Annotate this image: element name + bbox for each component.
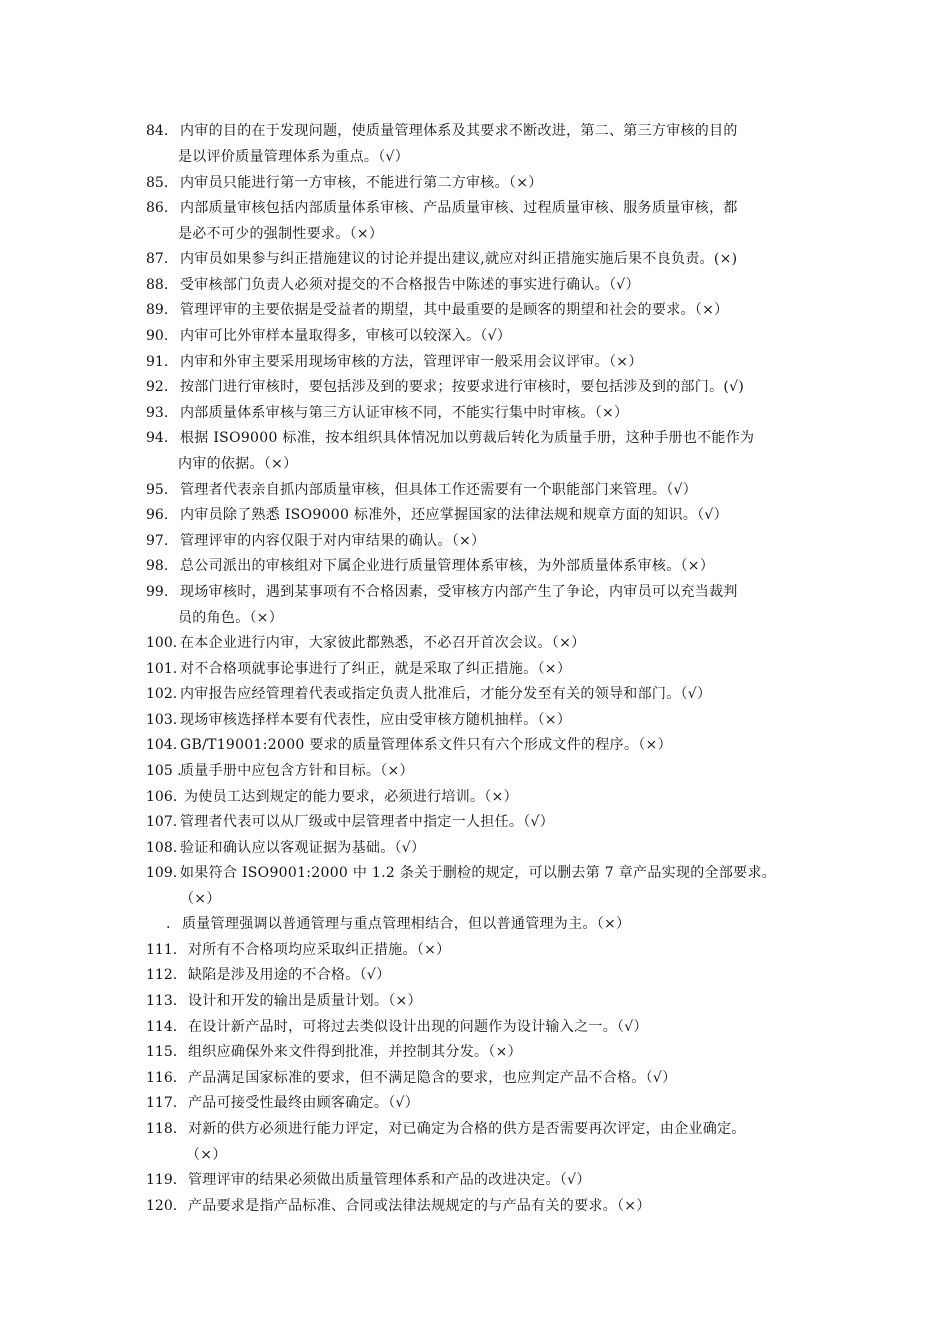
- item-text: 缺陷是涉及用途的不合格。（√）: [188, 967, 391, 983]
- item-number: 84.: [146, 123, 169, 139]
- item-number: 89.: [146, 302, 169, 318]
- item-number: 92.: [146, 379, 169, 395]
- item-text: 质量手册中应包含方针和目标。（×）: [180, 763, 414, 779]
- item-number: 109.: [146, 865, 178, 881]
- item-text: 现场审核时，遇到某事项有不合格因素，受审核方内部产生了争论，内审员可以充当裁判: [180, 584, 738, 600]
- item-number: 94.: [146, 430, 169, 446]
- item-text: 内审的目的在于发现问题，使质量管理体系及其要求不断改进，第二、第三方审核的目的: [180, 123, 738, 139]
- item-number: 108.: [146, 840, 178, 856]
- item-number: 93.: [146, 405, 169, 421]
- item-text-continuation: 内审的依据。（×）: [178, 456, 298, 472]
- item-text: 内审员只能进行第一方审核，不能进行第二方审核。（×）: [180, 175, 543, 191]
- item-number: 85.: [146, 175, 169, 191]
- item-number: 90.: [146, 328, 169, 344]
- item-text: 内审和外审主要采用现场审核的方法，管理评审一般采用会议评审。（×）: [180, 354, 643, 370]
- item-text: 验证和确认应以客观证据为基础。（√）: [180, 840, 426, 856]
- item-number: 107.: [146, 814, 178, 830]
- item-number: 115.: [146, 1044, 178, 1060]
- item-text: 为使员工达到规定的能力要求，必须进行培训。（×）: [184, 789, 518, 805]
- item-number: 100.: [146, 635, 178, 651]
- item-text: 管理评审的内容仅限于对内审结果的确认。（×）: [180, 533, 486, 549]
- item-text-continuation: 员的角色。（×）: [178, 610, 284, 626]
- item-number: 112.: [146, 967, 178, 983]
- item-text: 内审可比外审样本量取得多，审核可以较深入。（√）: [180, 328, 512, 344]
- item-text: 内部质量审核包括内部质量体系审核、产品质量审核、过程质量审核、服务质量审核，都: [180, 200, 738, 216]
- item-number: 113.: [146, 993, 178, 1009]
- item-number: 87.: [146, 251, 169, 267]
- item-text: 如果符合 ISO9001:2000 中 1.2 条关于删检的规定，可以删去第 7 章产品实现的全部要求。: [180, 865, 777, 881]
- item-text: 对不合格项就事论事进行了纠正，就是采取了纠正措施。（×）: [180, 661, 572, 677]
- item-text: 管理评审的主要依据是受益者的期望，其中最重要的是顾客的期望和社会的要求。（×）: [180, 302, 729, 318]
- item-number: 105 .: [146, 763, 182, 779]
- item-text: GB/T19001:2000 要求的质量管理体系文件只有六个形成文件的程序。（×）: [180, 737, 672, 753]
- item-number: 99.: [146, 584, 169, 600]
- item-text-continuation: （×）: [186, 1147, 227, 1163]
- item-number: 88.: [146, 277, 169, 293]
- item-text: 总公司派出的审核组对下属企业进行质量管理体系审核，为外部质量体系审核。（×）: [180, 558, 715, 574]
- item-text: 内部质量体系审核与第三方认证审核不同，不能实行集中时审核。（×）: [180, 405, 629, 421]
- item-text-continuation: 是必不可少的强制性要求。（×）: [178, 226, 384, 242]
- item-text: 受审核部门负责人必须对提交的不合格报告中陈述的事实进行确认。（√）: [180, 277, 640, 293]
- item-number: 97.: [146, 533, 169, 549]
- item-text: 内审报告应经管理着代表或指定负责人批准后，才能分发至有关的领导和部门。（√）: [180, 686, 712, 702]
- item-number: 111.: [146, 942, 178, 958]
- item-number: 114.: [146, 1019, 178, 1035]
- item-text: 对新的供方必须进行能力评定，对已确定为合格的供方是否需要再次评定，由企业确定。: [188, 1121, 746, 1137]
- item-number: 117.: [146, 1095, 178, 1111]
- item-number: 106.: [146, 789, 178, 805]
- item-text: 对所有不合格项均应采取纠正措施。（×）: [188, 942, 451, 958]
- item-text: 组织应确保外来文件得到批准，并控制其分发。（×）: [188, 1044, 522, 1060]
- item-text: 管理评审的结果必须做出质量管理体系和产品的改进决定。（√）: [188, 1172, 591, 1188]
- item-text: 现场审核选择样本要有代表性，应由受审核方随机抽样。（×）: [180, 712, 572, 728]
- item-number: 102.: [146, 686, 178, 702]
- item-text: 产品满足国家标准的要求，但不满足隐含的要求，也应判定产品不合格。（√）: [188, 1070, 677, 1086]
- item-text: 产品要求是指产品标准、合同或法律法规规定的与产品有关的要求。（×）: [188, 1198, 651, 1214]
- item-number: 103.: [146, 712, 178, 728]
- item-text: 内审员如果参与纠正措施建议的讨论并提出建议,就应对纠正措施实施后果不良负责。(×): [180, 251, 738, 267]
- item-number: 96.: [146, 507, 169, 523]
- item-text: 设计和开发的输出是质量计划。（×）: [188, 993, 422, 1009]
- item-number: 95.: [146, 482, 169, 498]
- item-text: 产品可接受性最终由顾客确定。（√）: [188, 1095, 420, 1111]
- item-number: 91.: [146, 354, 169, 370]
- item-number: 119.: [146, 1172, 178, 1188]
- item-text-continuation: 是以评价质量管理体系为重点。（√）: [178, 149, 410, 165]
- item-text: 内审员除了熟悉 ISO9000 标准外，还应掌握国家的法律法规和规章方面的知识。（√）: [180, 507, 728, 523]
- item-number: 118.: [146, 1121, 178, 1137]
- item-number: 104.: [146, 737, 178, 753]
- item-number: 98.: [146, 558, 169, 574]
- item-number: 101.: [146, 661, 178, 677]
- item-number: 120.: [146, 1198, 178, 1214]
- item-text-continuation: （×）: [180, 891, 221, 907]
- item-number: 86.: [146, 200, 169, 216]
- item-text: 在设计新产品时，可将过去类似设计出现的问题作为设计输入之一。（√）: [188, 1019, 648, 1035]
- item-text: 按部门进行审核时，要包括涉及到的要求；按要求进行审核时，要包括涉及到的部门。(√): [180, 379, 745, 395]
- item-text: 在本企业进行内审，大家彼此都熟悉，不必召开首次会议。（×）: [180, 635, 586, 651]
- item-text: 质量管理强调以普通管理与重点管理相结合，但以普通管理为主。（×）: [182, 916, 631, 932]
- item-text: 管理者代表可以从厂级或中层管理者中指定一人担任。（√）: [180, 814, 555, 830]
- item-number: 116.: [146, 1070, 178, 1086]
- item-number: .: [166, 916, 171, 932]
- item-text: 根据 ISO9000 标准，按本组织具体情况加以剪裁后转化为质量手册，这种手册也不能作为: [180, 430, 755, 446]
- item-text: 管理者代表亲自抓内部质量审核，但具体工作还需要有一个职能部门来管理。（√）: [180, 482, 698, 498]
